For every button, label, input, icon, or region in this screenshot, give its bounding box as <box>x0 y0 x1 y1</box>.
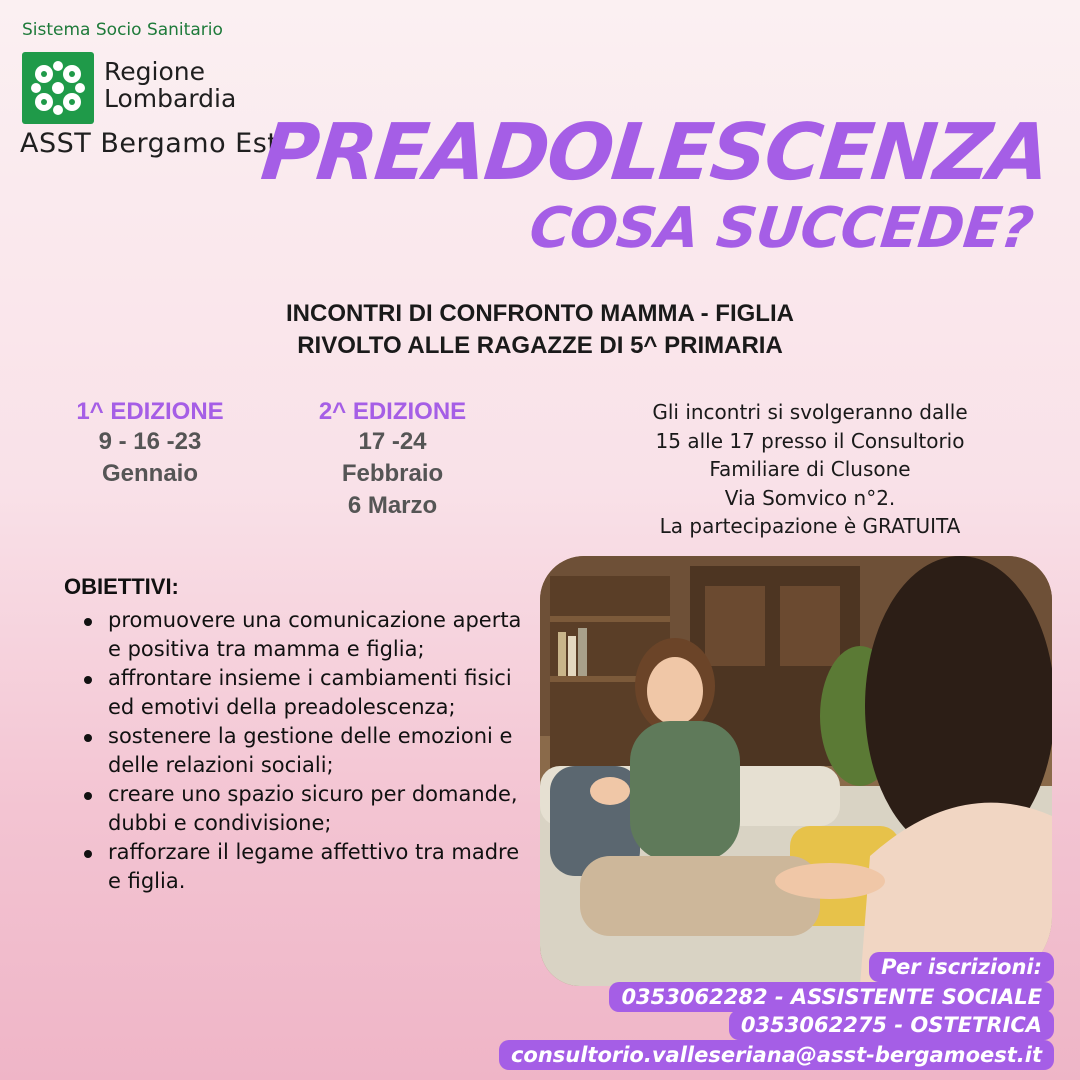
contact-phone-midwife[interactable]: 0353062275 - OSTETRICA <box>729 1010 1054 1040</box>
objectives-heading: OBIETTIVI: <box>64 574 179 599</box>
edition-1-dates: 9 - 16 -23 <box>98 428 202 455</box>
info-line: Via Somvico n°2. <box>724 485 896 510</box>
edition-2 <box>300 398 485 522</box>
info-line: La partecipazione è GRATUITA <box>659 514 961 538</box>
list-item: promuovere una comunicazione aperta e positiva tra mamma e figlia; <box>84 606 524 664</box>
page-title-line-2: COSA SUCCEDE? <box>526 196 1036 261</box>
page-title-line-1: PREADOLESCENZA <box>257 108 1053 198</box>
list-item: sostenere la gestione delle emozioni e delle relazioni sociali; <box>84 722 524 780</box>
region-name <box>104 58 236 112</box>
edition-1 <box>60 398 240 490</box>
org-top-label: Sistema Socio Sanitario <box>22 20 223 40</box>
edition-1-month: Gennaio <box>101 460 198 487</box>
event-info <box>590 398 1030 541</box>
edition-2-heading: 2^ EDIZIONE <box>318 398 467 425</box>
contact-email-link[interactable]: consultorio.valleseriana@asst-bergamoest.it <box>499 1040 1054 1070</box>
photo-mother-daughter <box>540 556 1052 986</box>
edition-1-heading: 1^ EDIZIONE <box>76 398 224 425</box>
subtitle-line-1: INCONTRI DI CONFRONTO MAMMA - FIGLIA <box>286 300 794 327</box>
region-line-1: Regione <box>104 57 205 86</box>
edition-2-extra-date: 6 Marzo <box>347 492 438 519</box>
asst-name: ASST Bergamo Est <box>20 128 279 159</box>
info-line: Gli incontri si svolgeranno dalle <box>652 400 968 424</box>
edition-2-month: Febbraio <box>341 460 444 487</box>
objectives-list <box>84 606 524 896</box>
regione-lombardia-logo-icon <box>22 52 94 124</box>
info-line: Familiare di Clusone <box>709 457 911 481</box>
contacts-title: Per iscrizioni: <box>869 952 1054 982</box>
subtitle-line-2: RIVOLTO ALLE RAGAZZE DI 5^ PRIMARIA <box>297 332 783 359</box>
contact-phone-social-worker[interactable]: 0353062282 - ASSISTENTE SOCIALE <box>609 982 1054 1012</box>
list-item: rafforzare il legame affettivo tra madre e figlia. <box>84 838 524 896</box>
subtitle <box>0 298 1080 362</box>
info-line: 15 alle 17 presso il Consultorio <box>655 428 965 453</box>
list-item: creare uno spazio sicuro per domande, dubbi e condivisione; <box>84 780 524 838</box>
edition-2-dates: 17 -24 <box>358 428 427 455</box>
region-line-2: Lombardia <box>104 84 237 113</box>
list-item: affrontare insieme i cambiamenti fisici ed emotivi della preadolescenza; <box>84 664 524 722</box>
